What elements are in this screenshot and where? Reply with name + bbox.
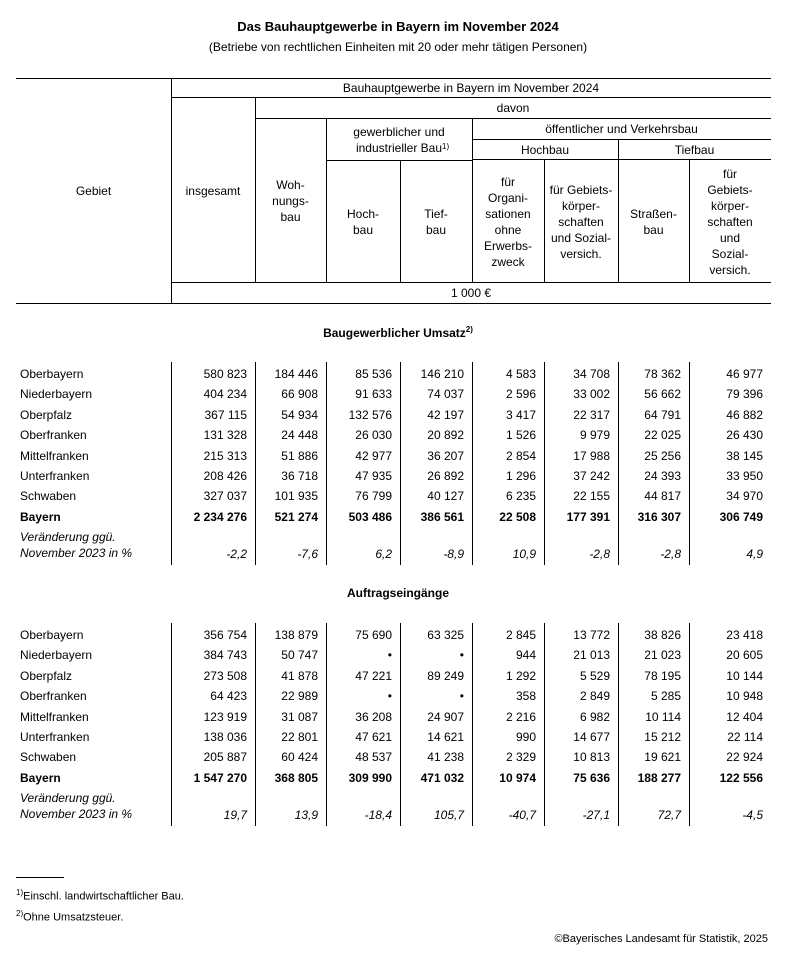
cell-value: 75 690 xyxy=(355,628,392,642)
cell-value: 41 238 xyxy=(427,750,464,765)
cell-value: 10 948 xyxy=(726,689,763,704)
cell-value: 46 882 xyxy=(726,407,763,422)
cell-value: 215 313 xyxy=(203,448,247,463)
row-label: Veränderung ggü. November 2023 in % xyxy=(20,791,133,822)
header-gewerblich xyxy=(326,119,472,160)
cell-value: -18,4 xyxy=(364,808,392,823)
cell-value: 205 887 xyxy=(203,750,247,765)
cell-value: 66 908 xyxy=(281,387,318,402)
cell-value: 404 234 xyxy=(203,387,247,402)
cell-value: 42 977 xyxy=(355,448,392,463)
header-gewerblich-label: gewerblicher und industrieller Bau xyxy=(353,124,445,155)
cell-value: 22 155 xyxy=(573,489,610,504)
cell-value: 1 296 xyxy=(505,469,536,483)
cell-value: • xyxy=(387,689,392,704)
cell-value: 22 508 xyxy=(499,509,536,524)
cell-value: 50 747 xyxy=(281,648,318,663)
page-title: Das Bauhauptgewerbe in Bayern im November 2024 xyxy=(237,19,559,34)
cell-value: 14 621 xyxy=(427,730,464,744)
section-umsatz-label: Baugewerblicher Umsatz xyxy=(323,326,466,340)
cell-value: 40 127 xyxy=(427,489,464,504)
cell-value: 24 907 xyxy=(427,709,464,724)
cell-value: 24 393 xyxy=(644,469,681,483)
cell-value: 74 037 xyxy=(427,387,464,402)
cell-value: 10 114 xyxy=(645,709,681,724)
cell-value: 13 772 xyxy=(573,628,610,642)
cell-value: 10,9 xyxy=(512,547,536,562)
row-label: Oberfranken xyxy=(20,428,87,443)
cell-value: 6 982 xyxy=(579,709,610,724)
cell-value: 5 285 xyxy=(650,689,681,704)
cell-value: 46 977 xyxy=(726,367,763,381)
cell-value: 85 536 xyxy=(355,367,392,381)
table-row-total xyxy=(16,507,771,527)
row-label: Mittelfranken xyxy=(20,709,89,724)
cell-value: 2 234 276 xyxy=(193,509,247,524)
row-label: Oberbayern xyxy=(20,367,84,381)
table-header xyxy=(16,78,771,304)
table-row xyxy=(16,364,771,384)
cell-value: 105,7 xyxy=(433,808,464,823)
cell-value: 177 391 xyxy=(566,509,610,524)
table-row xyxy=(16,666,771,686)
cell-value: 1 547 270 xyxy=(193,770,247,785)
cell-value: 146 210 xyxy=(420,367,464,381)
cell-value: 2 845 xyxy=(505,628,536,642)
cell-value: 60 424 xyxy=(281,750,318,765)
col-header-gebietskoerper: für Gebiets- körper- schaften und Sozial- versich. xyxy=(549,182,613,261)
cell-value: 78 362 xyxy=(644,367,681,381)
cell-value: 25 256 xyxy=(644,448,681,463)
cell-value: 122 556 xyxy=(719,770,763,785)
cell-value: 36 718 xyxy=(281,469,318,483)
copyright: ©Bayerisches Landesamt für Statistik, 2025 xyxy=(554,933,768,945)
col-header-gebiet: Gebiet xyxy=(75,183,112,198)
cell-value: 17 988 xyxy=(573,448,610,463)
section-umsatz-heading xyxy=(0,325,796,340)
cell-value: 76 799 xyxy=(355,489,392,504)
col-header-insgesamt: insgesamt xyxy=(185,183,241,198)
cell-value: 10 974 xyxy=(499,770,536,785)
cell-value: 316 307 xyxy=(637,509,681,524)
row-label: Bayern xyxy=(20,509,61,524)
cell-value: 2 854 xyxy=(505,448,536,463)
cell-value: 22 801 xyxy=(281,730,318,744)
cell-value: 42 197 xyxy=(427,407,464,422)
cell-value: 36 208 xyxy=(355,709,392,724)
cell-value: 26 430 xyxy=(726,428,763,443)
table-row xyxy=(16,466,771,486)
col-header-hochbau: Hoch- bau xyxy=(346,206,379,237)
header-oeffentlich: öffentlicher und Verkehrsbau xyxy=(545,122,698,136)
cell-value: 188 277 xyxy=(637,770,681,785)
row-label: Oberpfalz xyxy=(20,407,73,422)
header-tiefbau-group: Tiefbau xyxy=(674,142,715,157)
cell-value: 64 791 xyxy=(644,407,681,422)
cell-value: -27,1 xyxy=(582,808,610,823)
footnote-1-text: Einschl. landwirtschaftlicher Bau. xyxy=(23,890,184,903)
cell-value: -2,8 xyxy=(589,547,610,562)
table-row-change xyxy=(16,529,771,565)
cell-value: 4,9 xyxy=(746,547,763,562)
cell-value: 72,7 xyxy=(657,808,681,823)
cell-value: 327 037 xyxy=(203,489,247,504)
cell-value: 2 216 xyxy=(505,709,536,724)
cell-value: -2,2 xyxy=(226,547,247,562)
table-row xyxy=(16,446,771,466)
table-row xyxy=(16,707,771,727)
cell-value: -40,7 xyxy=(508,808,536,823)
cell-value: 309 990 xyxy=(348,770,392,785)
cell-value: 21 013 xyxy=(573,648,610,663)
cell-value: 384 743 xyxy=(203,648,247,663)
table-row xyxy=(16,645,771,665)
cell-value: 22 317 xyxy=(573,407,610,422)
cell-value: 386 561 xyxy=(420,509,464,524)
cell-value: 47 621 xyxy=(355,730,392,744)
cell-value: 26 892 xyxy=(427,469,464,483)
table-row xyxy=(16,486,771,506)
cell-value: 51 886 xyxy=(281,448,318,463)
cell-value: 131 328 xyxy=(203,428,247,443)
cell-value: 1 526 xyxy=(505,428,536,443)
cell-value: 41 878 xyxy=(281,668,318,683)
col-header-tiefbau: Tief- bau xyxy=(424,206,448,237)
cell-value: 101 935 xyxy=(274,489,318,504)
table-row xyxy=(16,425,771,445)
row-label: Schwaben xyxy=(20,750,77,765)
cell-value: 22 924 xyxy=(726,750,763,765)
row-label: Veränderung ggü. November 2023 in % xyxy=(20,530,133,561)
header-unit: 1 000 € xyxy=(450,286,492,300)
cell-value: 54 934 xyxy=(281,407,318,422)
cell-value: -4,5 xyxy=(742,808,763,823)
cell-value: 306 749 xyxy=(719,509,763,524)
cell-value: 3 417 xyxy=(505,407,536,422)
row-label: Bayern xyxy=(20,770,61,785)
cell-value: 63 325 xyxy=(427,628,464,642)
header-hochbau-group: Hochbau xyxy=(520,142,570,157)
cell-value: 368 805 xyxy=(274,770,318,785)
cell-value: 4 583 xyxy=(505,367,536,381)
table-row xyxy=(16,747,771,767)
cell-value: • xyxy=(459,689,464,704)
cell-value: 367 115 xyxy=(204,407,247,422)
cell-value: 6 235 xyxy=(505,489,536,504)
cell-value: 2 596 xyxy=(505,387,536,402)
cell-value: 34 708 xyxy=(573,367,610,381)
cell-value: 64 423 xyxy=(210,689,247,704)
cell-value: 44 817 xyxy=(644,489,681,504)
cell-value: 10 813 xyxy=(573,750,610,765)
cell-value: 2 849 xyxy=(579,689,610,704)
col-header-strassenbau: Straßen- bau xyxy=(630,206,677,237)
cell-value: 358 xyxy=(515,689,536,704)
footnote-ref-2: 2) xyxy=(465,325,473,334)
footnote-1-mark: 1) xyxy=(16,888,24,897)
cell-value: 5 529 xyxy=(579,668,610,683)
col-header-organisationen: für Organi- sationen ohne Erwerbs- zweck xyxy=(483,174,532,269)
footnote-2-text: Ohne Umsatzsteuer. xyxy=(23,911,124,924)
cell-value: 14 677 xyxy=(573,730,610,744)
row-label: Unterfranken xyxy=(20,469,90,483)
cell-value: 22 989 xyxy=(281,689,318,704)
cell-value: 33 950 xyxy=(726,469,763,483)
cell-value: 89 249 xyxy=(427,668,464,683)
cell-value: 22 025 xyxy=(644,428,681,443)
cell-value: 21 023 xyxy=(644,648,681,663)
cell-value: 20 892 xyxy=(427,428,464,443)
cell-value: 15 212 xyxy=(644,730,681,744)
cell-value: -8,9 xyxy=(443,547,464,562)
cell-value: 91 633 xyxy=(355,387,392,402)
table-row xyxy=(16,686,771,706)
row-label: Unterfranken xyxy=(20,730,90,744)
row-label: Oberpfalz xyxy=(20,668,73,683)
cell-value: 471 032 xyxy=(420,770,464,785)
cell-value: 34 970 xyxy=(726,489,763,504)
cell-value: 138 036 xyxy=(203,730,247,744)
cell-value: 6,2 xyxy=(375,547,392,562)
footnote-rule xyxy=(16,877,64,878)
cell-value: 10 144 xyxy=(726,668,763,683)
section-auftrag-heading: Auftragseingänge xyxy=(346,586,449,600)
cell-value: 75 636 xyxy=(573,770,610,785)
row-label: Schwaben xyxy=(20,489,77,504)
table-row xyxy=(16,405,771,425)
cell-value: • xyxy=(459,648,464,663)
cell-value: 47 935 xyxy=(355,469,392,483)
cell-value: 19 621 xyxy=(644,750,681,765)
cell-value: 184 446 xyxy=(274,367,318,381)
cell-value: -7,6 xyxy=(297,547,318,562)
cell-value: 273 508 xyxy=(203,668,247,683)
cell-value: 13,9 xyxy=(294,808,318,823)
cell-value: 9 979 xyxy=(579,428,610,443)
footnote-ref-1: 1) xyxy=(442,142,450,151)
cell-value: 38 826 xyxy=(644,628,681,642)
cell-value: 20 605 xyxy=(726,648,763,663)
cell-value: 2 329 xyxy=(505,750,536,765)
row-label: Niederbayern xyxy=(20,648,93,663)
cell-value: 356 754 xyxy=(203,628,247,642)
cell-value: 36 207 xyxy=(427,448,464,463)
cell-value: 31 087 xyxy=(281,709,318,724)
cell-value: 33 002 xyxy=(573,387,610,402)
header-span-title: Bauhauptgewerbe in Bayern im November 2024 xyxy=(342,81,600,95)
col-header-wohnungsbau: Woh- nungs- bau xyxy=(272,178,309,224)
table-row xyxy=(16,384,771,404)
col-header-gebietskoerper-tiefbau: für Gebiets- körper- schaften und Sozial- versich. xyxy=(707,166,753,277)
cell-value: 12 404 xyxy=(726,709,763,724)
header-davon: davon xyxy=(496,101,530,115)
cell-value: 123 919 xyxy=(203,709,247,724)
cell-value: 56 662 xyxy=(644,387,681,402)
cell-value: 23 418 xyxy=(726,628,763,642)
row-label: Niederbayern xyxy=(20,387,93,402)
cell-value: 47 221 xyxy=(355,668,392,683)
cell-value: 37 242 xyxy=(573,469,610,483)
footnote-1 xyxy=(16,888,184,903)
cell-value: 138 879 xyxy=(274,628,318,642)
table-row-change xyxy=(16,790,771,826)
table-row-total xyxy=(16,768,771,788)
cell-value: 38 145 xyxy=(726,448,763,463)
cell-value: 19,7 xyxy=(223,808,247,823)
cell-value: 1 292 xyxy=(505,668,536,683)
cell-value: 48 537 xyxy=(355,750,392,765)
cell-value: -2,8 xyxy=(660,547,681,562)
row-label: Mittelfranken xyxy=(20,448,89,463)
cell-value: 944 xyxy=(515,648,536,663)
page-subtitle: (Betriebe von rechtlichen Einheiten mit 20 oder mehr tätigen Personen) xyxy=(208,40,588,54)
cell-value: 79 396 xyxy=(726,387,763,402)
cell-value: 990 xyxy=(515,730,536,744)
cell-value: • xyxy=(387,648,392,663)
table-row xyxy=(16,727,771,747)
cell-value: 24 448 xyxy=(281,428,318,443)
footnote-2-mark: 2) xyxy=(16,909,24,918)
cell-value: 521 274 xyxy=(274,509,318,524)
footnote-2 xyxy=(16,909,123,924)
row-label: Oberfranken xyxy=(20,689,87,704)
row-label: Oberbayern xyxy=(20,628,84,642)
cell-value: 503 486 xyxy=(348,509,392,524)
cell-value: 132 576 xyxy=(348,407,392,422)
cell-value: 22 114 xyxy=(727,730,763,744)
cell-value: 26 030 xyxy=(355,428,392,443)
cell-value: 580 823 xyxy=(203,367,247,381)
cell-value: 78 195 xyxy=(644,668,681,683)
table-row xyxy=(16,625,771,645)
cell-value: 208 426 xyxy=(203,469,247,483)
